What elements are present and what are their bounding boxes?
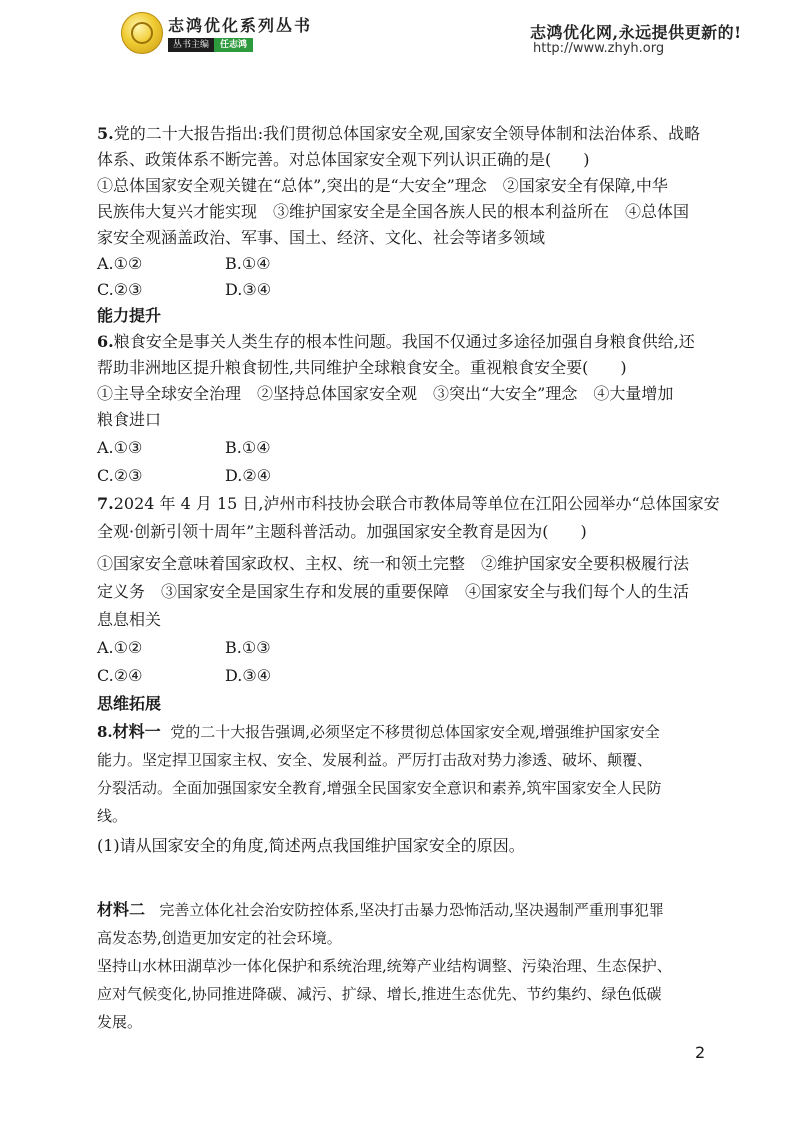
material2-text-1: 完善立体化社会治安防控体系,坚决打击暴力恐怖活动,坚决遏制严重刑事犯罪	[159, 901, 664, 919]
q8-material2-line-3: 坚持山水林田湖草沙一体化保护和系统治理,统筹产业结构调整、污染治理、生态保护、	[97, 957, 672, 975]
q6-items-line-1: ①主导全球安全治理 ②坚持总体国家安全观 ③突出“大安全”理念 ④大量增加	[97, 384, 674, 403]
section-heading-ability: 能力提升	[97, 306, 162, 325]
q5-stem-line-1	[97, 124, 700, 144]
editor-label: 丛书主编	[168, 38, 214, 52]
q7-stem-text-1: 2024 年 4 月 15 日,泸州市科技协会联合市教体局等单位在江阳公园举办“总体国家安	[113, 494, 720, 513]
q8-question-1: (1)请从国家安全的角度,简述两点我国维护国家安全的原因。	[97, 836, 525, 855]
editor-badge	[168, 38, 253, 52]
q5-number: 5.	[97, 124, 114, 143]
q7-stem-line-1	[97, 494, 720, 514]
q6-number: 6.	[97, 332, 114, 351]
q5-option-c[interactable]: C.②③	[97, 280, 143, 299]
q7-option-a[interactable]: A.①②	[97, 638, 143, 657]
q8-material1-line-3: 分裂活动。全面加强国家安全教育,增强全民国家安全意识和素养,筑牢国家安全人民防	[97, 779, 662, 797]
editor-name: 任志鸿	[214, 38, 253, 52]
material1-text-1: 党的二十大报告强调,必须坚定不移贯彻总体国家安全观,增强维护国家安全	[170, 723, 660, 741]
q8-material1-line-1	[97, 722, 660, 742]
q5-option-b[interactable]: B.①④	[225, 254, 271, 273]
q7-stem-line-2: 全观·创新引领十周年”主题科普活动。加强国家安全教育是因为( )	[97, 522, 587, 541]
q7-option-b[interactable]: B.①③	[225, 638, 271, 657]
q8-material1-line-4: 线。	[97, 807, 128, 825]
q6-option-a[interactable]: A.①③	[97, 438, 143, 457]
site-url[interactable]: http://www.zhyh.org	[533, 41, 665, 56]
q5-items-line-1: ①总体国家安全观关键在“总体”,突出的是“大安全”理念 ②国家安全有保障,中华	[97, 176, 668, 195]
q6-stem-line-1	[97, 332, 695, 352]
page-header	[0, 0, 800, 70]
section-heading-thinking: 思维拓展	[97, 694, 162, 713]
q7-number: 7.	[97, 494, 114, 513]
q5-items-line-2: 民族伟大复兴才能实现 ③维护国家安全是全国各族人民的根本利益所在 ④总体国	[97, 202, 690, 221]
q5-option-d[interactable]: D.③④	[225, 280, 272, 299]
q6-option-d[interactable]: D.②④	[225, 466, 272, 485]
q7-items-line-1: ①国家安全意味着国家政权、主权、统一和领土完整 ②维护国家安全要积极履行法	[97, 554, 690, 573]
material1-label: 材料一	[112, 722, 161, 741]
q7-items-line-3: 息息相关	[97, 610, 162, 629]
q8-material2-line-5: 发展。	[97, 1013, 143, 1031]
material2-label: 材料二	[97, 900, 146, 919]
q6-option-c[interactable]: C.②③	[97, 466, 143, 485]
q8-material2-line-4: 应对气候变化,协同推进降碳、减污、扩绿、增长,推进生态优先、节约集约、绿色低碳	[97, 985, 662, 1003]
series-title: 志鸿优化系列丛书	[168, 16, 313, 35]
q5-items-line-3: 家安全观涵盖政治、军事、国土、经济、文化、社会等诸多领域	[97, 228, 546, 247]
q6-stem-line-2: 帮助非洲地区提升粮食韧性,共同维护全球粮食安全。重视粮食安全要( )	[97, 358, 627, 377]
q5-stem-line-2: 体系、政策体系不断完善。对总体国家安全观下列认识正确的是( )	[97, 150, 590, 169]
site-slogan: 志鸿优化网,永远提供更新的!	[530, 23, 742, 42]
q8-material2-line-1	[97, 900, 664, 920]
q7-items-line-2: 定义务 ③国家安全是国家生存和发展的重要保障 ④国家安全与我们每个人的生活	[97, 582, 690, 601]
q8-material2-line-2: 高发态势,创造更加安定的社会环境。	[97, 929, 342, 947]
q7-option-d[interactable]: D.③④	[225, 666, 272, 685]
q7-option-c[interactable]: C.②④	[97, 666, 143, 685]
q8-material1-line-2: 能力。坚定捍卫国家主权、安全、发展利益。严厉打击敌对势力渗透、破坏、颠覆、	[97, 751, 653, 769]
q6-option-b[interactable]: B.①④	[225, 438, 271, 457]
publisher-logo	[121, 12, 163, 54]
q5-option-a[interactable]: A.①②	[97, 254, 143, 273]
q6-stem-text-1: 粮食安全是事关人类生存的根本性问题。我国不仅通过多途径加强自身粮食供给,还	[113, 332, 695, 351]
q5-stem-text-1: 党的二十大报告指出:我们贯彻总体国家安全观,国家安全领导体制和法治体系、战略	[113, 124, 701, 143]
q8-number: 8.	[97, 723, 113, 741]
page-number: 2	[695, 1043, 706, 1062]
q6-items-line-2: 粮食进口	[97, 410, 162, 429]
